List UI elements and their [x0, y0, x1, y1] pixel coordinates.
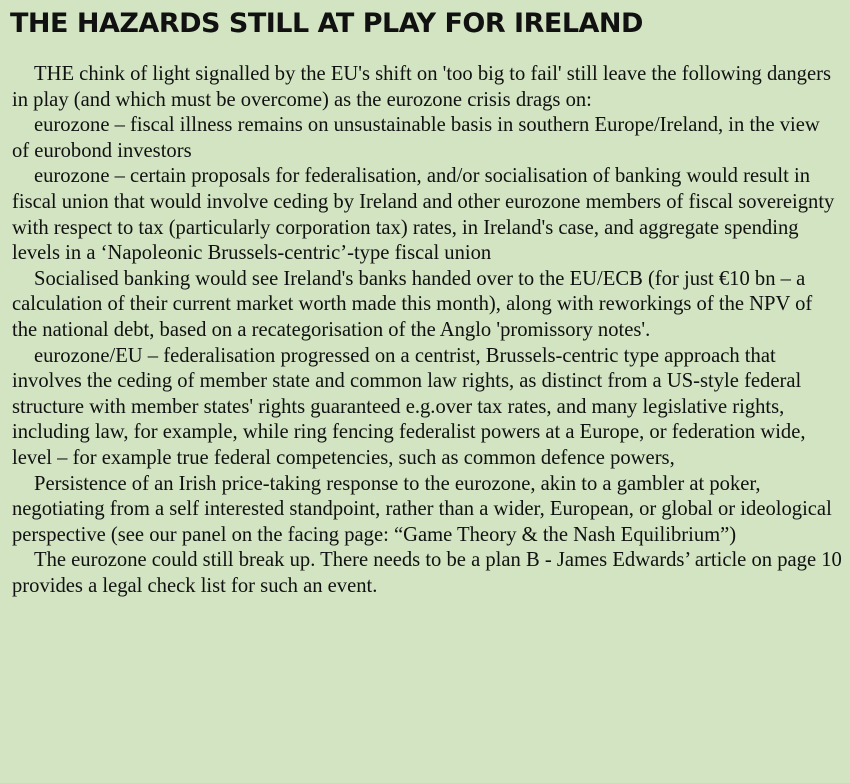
paragraph-centrist-federalisation: eurozone/EU – federalisation progressed on a centrist, Brussels-centric type approach that involves the ceding of member state and common law rights, as distinct from a US-style federal structure with member states' rights guaranteed e.g.over tax rates, and many legislative rights, including law, for example, while ring fencing federalist powers at a Europe, or federation wide, level – for example true federal competencies, such as common defence powers,	[12, 344, 806, 469]
paragraph-plan-b: The eurozone could still break up. There needs to be a plan B - James Edwards’ article on page 10 provides a legal check list for such an event.	[12, 549, 842, 597]
paragraph-price-taking: Persistence of an Irish price-taking response to the eurozone, akin to a gambler at poker, negotiating from a self interested standpoint, rather than a wider, European, or global or ideological perspective (see our panel on the facing page: “Game Theory & the Nash Equilibrium”)	[12, 472, 832, 546]
paragraph-socialised-banking: Socialised banking would see Ireland's banks handed over to the EU/ECB (for just €10 bn – a calculation of their current market worth made this month), along with reworkings of the NPV of the national debt, based on a recategorisation of the Anglo 'promissory notes'.	[12, 267, 813, 341]
paragraph-intro: THE chink of light signalled by the EU's shift on 'too big to fail' still leave the following dangers in play (and which must be overcome) as the eurozone crisis drags on:	[12, 63, 831, 111]
article-body	[12, 62, 842, 599]
paragraph-federalisation-proposals: eurozone – certain proposals for federalisation, and/or socialisation of banking would result in fiscal union that would involve ceding by Ireland and other eurozone members of fiscal sovereignty with respect to tax (particularly corporation tax) rates, in Ireland's case, and aggregate spending levels in a ‘Napoleonic Brussels-centric’-type fiscal union	[12, 165, 835, 265]
headline: THE HAZARDS STILL AT PLAY FOR IRELAND	[10, 8, 643, 39]
paragraph-fiscal-illness: eurozone – fiscal illness remains on unsustainable basis in southern Europe/Ireland, in the view of eurobond investors	[12, 114, 820, 162]
